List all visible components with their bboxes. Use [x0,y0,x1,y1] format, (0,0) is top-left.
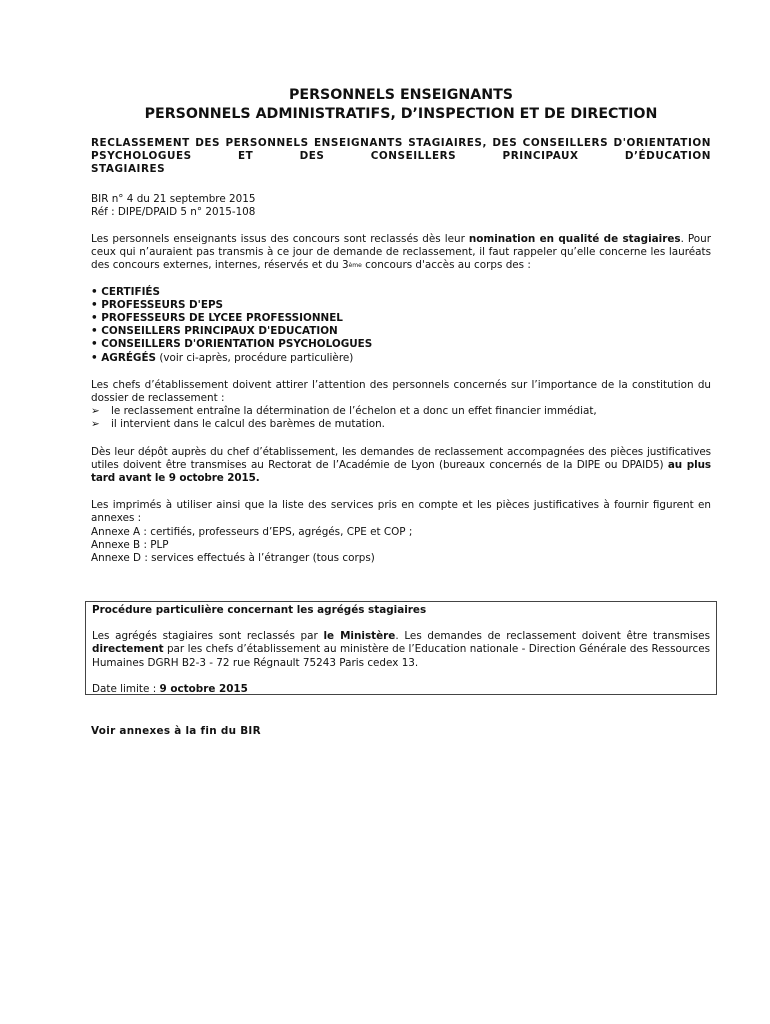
intro-text-2: . Pour ceux qui n’auraient pas transmis à ce jour de demande de reclassement, il faut rappeler qu’elle concerne les lauréats des concours externes, internes, réservés et du 3 [91,233,712,272]
list-item-text: il intervient dans le calcul des barèmes de mutation. [111,418,385,431]
chefs-paragraph: Les chefs d’établissement doivent attirer l’attention des personnels concernés sur l’importance de la constitution du dossier de reclassement : [91,378,711,405]
date-limit-value: 9 octobre 2015 [159,682,248,695]
deadline-bold: au plus tard avant le 9 octobre 2015. [91,458,711,485]
date-limit-label: Date limite : [92,682,160,695]
procedure-box [85,601,717,695]
section-heading-line-1: RECLASSEMENT DES PERSONNELS ENSEIGNANTS STAGIAIRES, DES CONSEILLERS D'ORIENTATION PSYCHOLOGUES ET DES CONSEILLERS PRINCIPAUX D’ÉDUCATION [91,137,711,163]
directement-bold: directement [92,643,164,656]
list-item: • CONSEILLERS PRINCIPAUX D'EDUCATION [91,325,338,338]
agreges-note: (voir ci-après, procédure particulière) [156,351,354,364]
chefs-section [91,379,711,432]
arrow-bullet-icon: ➢ [91,405,100,418]
procedure-text-3: par les chefs d’établissement au ministère de l’Education nationale - Direction Générale des Ressources Humaines DGRH B2-3 - 72 rue Régnault 75243 Paris cedex 13. [92,643,710,669]
list-item: • PROFESSEURS D'EPS [91,298,224,311]
intro-text-3: concours d'accès au corps des : [361,259,531,272]
bir-number: BIR n° 4 du 21 septembre 2015 [91,192,256,205]
list-item: • PROFESSEURS DE LYCEE PROFESSIONNEL [91,312,343,325]
depot-paragraph [91,446,711,486]
ministere-bold: le Ministère [323,630,396,643]
procedure-paragraph [92,630,710,670]
list-item [91,405,711,418]
date-limit [92,683,710,696]
list-item: • CERTIFIÉS [91,285,161,298]
annex-item: Annexe B : PLP [91,538,169,551]
document-title [91,86,711,123]
depot-text: Dès leur dépôt auprès du chef d’établissement, les demandes de reclassement accompagnées des pièces justificatives utiles doivent être transmises au Rectorat de l’Académie de Lyon (bureaux concernés de la DIPE ou DPAID5) [91,445,711,471]
reference-number: Réf : DIPE/DPAID 5 n° 2015-108 [91,205,256,218]
annex-item: Annexe A : certifiés, professeurs d’EPS, agrégés, CPE et COP ; [91,525,413,538]
procedure-text-1: Les agrégés stagiaires sont reclassés par [92,630,324,643]
intro-bold: nomination en qualité de stagiaires [468,233,681,246]
reference-block [91,193,711,219]
corps-list [91,286,711,365]
intro-paragraph [91,233,711,273]
list-item [91,418,711,431]
procedure-title: Procédure particulière concernant les agrégés stagiaires [92,604,427,616]
intro-superscript: ème [348,262,362,270]
list-item-text: le reclassement entraîne la détermination de l’échelon et a donc un effet financier immédiat, [111,405,597,418]
document-page [91,86,711,565]
section-heading-line-2: STAGIAIRES [91,163,166,176]
annex-note: Voir annexes à la fin du BIR [91,725,261,737]
title-line-1: PERSONNELS ENSEIGNANTS [289,87,513,103]
imprimes-section [91,499,711,565]
title-line-2: PERSONNELS ADMINISTRATIFS, D’INSPECTION ET DE DIRECTION [144,105,658,122]
arrow-bullet-icon: ➢ [91,418,100,431]
agreges-label: • AGRÉGÉS [91,351,157,364]
intro-text-1: Les personnels enseignants issus des concours sont reclassés dès leur [91,233,469,246]
procedure-text-2: . Les demandes de reclassement doivent être transmises [395,630,710,643]
list-item-agreges [91,352,711,365]
annex-item: Annexe D : services effectués à l’étranger (tous corps) [91,552,375,565]
imprimes-paragraph: Les imprimés à utiliser ainsi que la liste des services pris en compte et les pièces justificatives à fournir figurent en annexes : [91,499,711,525]
section-heading [91,137,711,177]
list-item: • CONSEILLERS D'ORIENTATION PSYCHOLOGUES [91,338,373,351]
